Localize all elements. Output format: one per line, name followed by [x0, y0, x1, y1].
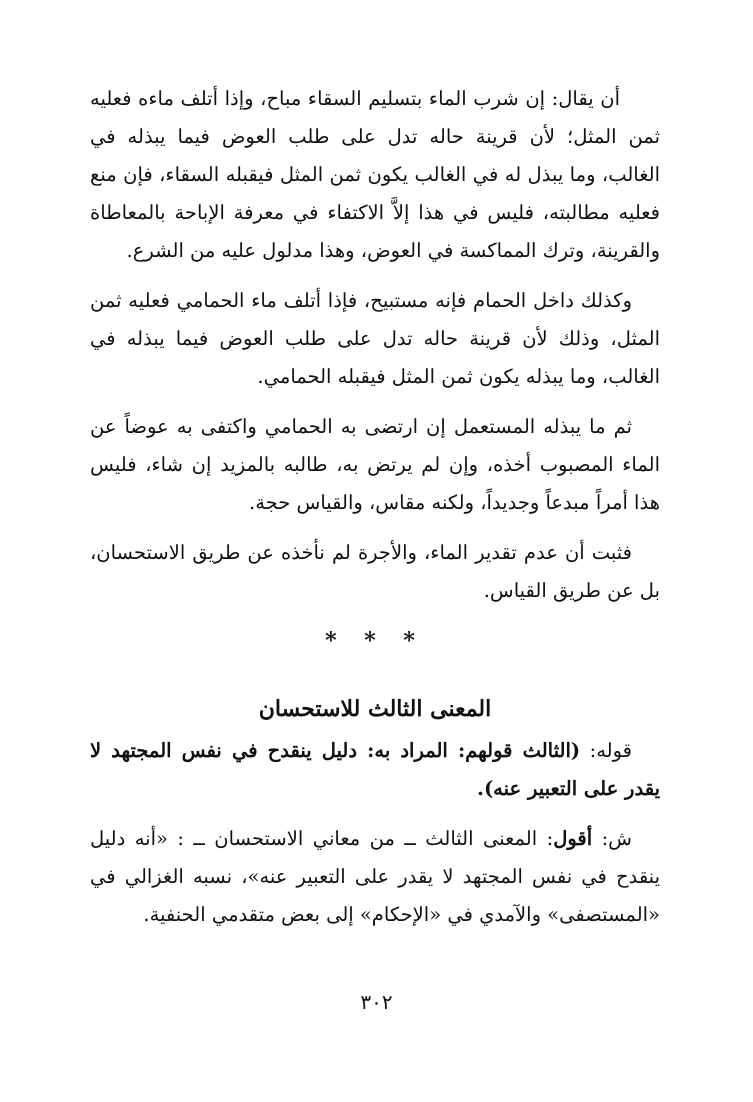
page-number: ٣٠٢: [360, 990, 393, 1014]
commentary-paragraph: [90, 820, 660, 934]
commentary-text: : المعنى الثالث ــ من معاني الاستحسان ــ : «أنه دليل ينقدح في نفس المجتهد لا يقدر على التعبير عنه»، نسبه الغزالي في «المستصفى» والآمدي في «الإحكام» إلى بعض متقدمي الحنفية.: [90, 827, 660, 926]
quote-prefix: قوله:: [580, 739, 632, 762]
paragraph-3: ثم ما يبذله المستعمل إن ارتضى به الحمامي واكتفى به عوضاً عن الماء المصبوب أخذه، وإن لم يرتض به، طالبه بالمزيد إن شاء، فليس هذا أمراً مبدعاً وجديداً، ولكنه مقاس، والقياس حجة.: [90, 415, 660, 514]
page-body: [90, 80, 660, 946]
section-separator: * * *: [325, 628, 425, 654]
paragraph-1: أن يقال: إن شرب الماء بتسليم السقاء مباح، وإذا أتلف ماءه فعليه ثمن المثل؛ لأن قرينة حاله تدل على طلب العوض فيما يبذله في الغالب، وما يبذل له في الغالب يكون ثمن المثل فيقبله السقاء، فإن منع فعليه مطالبته، فليس في هذا إلاَّ الاكتفاء في معرفة الإباحة بالمعاطاة والقرينة، وترك المماكسة في العوض، وهذا مدلول عليه من الشرع.: [90, 87, 660, 262]
commentary-prefix: ش:: [592, 827, 632, 850]
quote-paragraph: [90, 732, 660, 808]
commentary-label: أقول: [553, 827, 593, 850]
quote-text: (الثالث قولهم: المراد به: دليل ينقدح في نفس المجتهد لا يقدر على التعبير عنه).: [90, 739, 660, 800]
paragraph-2: وكذلك داخل الحمام فإنه مستبيح، فإذا أتلف ماء الحمامي فعليه ثمن المثل، وذلك لأن قرينة حاله تدل على طلب العوض فيما يبذله في الغالب، وما يبذله يكون ثمن المثل فيقبله الحمامي.: [90, 289, 660, 388]
section-heading: المعنى الثالث للاستحسان: [258, 696, 492, 722]
paragraph-4: فثبت أن عدم تقدير الماء، والأجرة لم نأخذه عن طريق الاستحسان، بل عن طريق القياس.: [90, 541, 660, 602]
